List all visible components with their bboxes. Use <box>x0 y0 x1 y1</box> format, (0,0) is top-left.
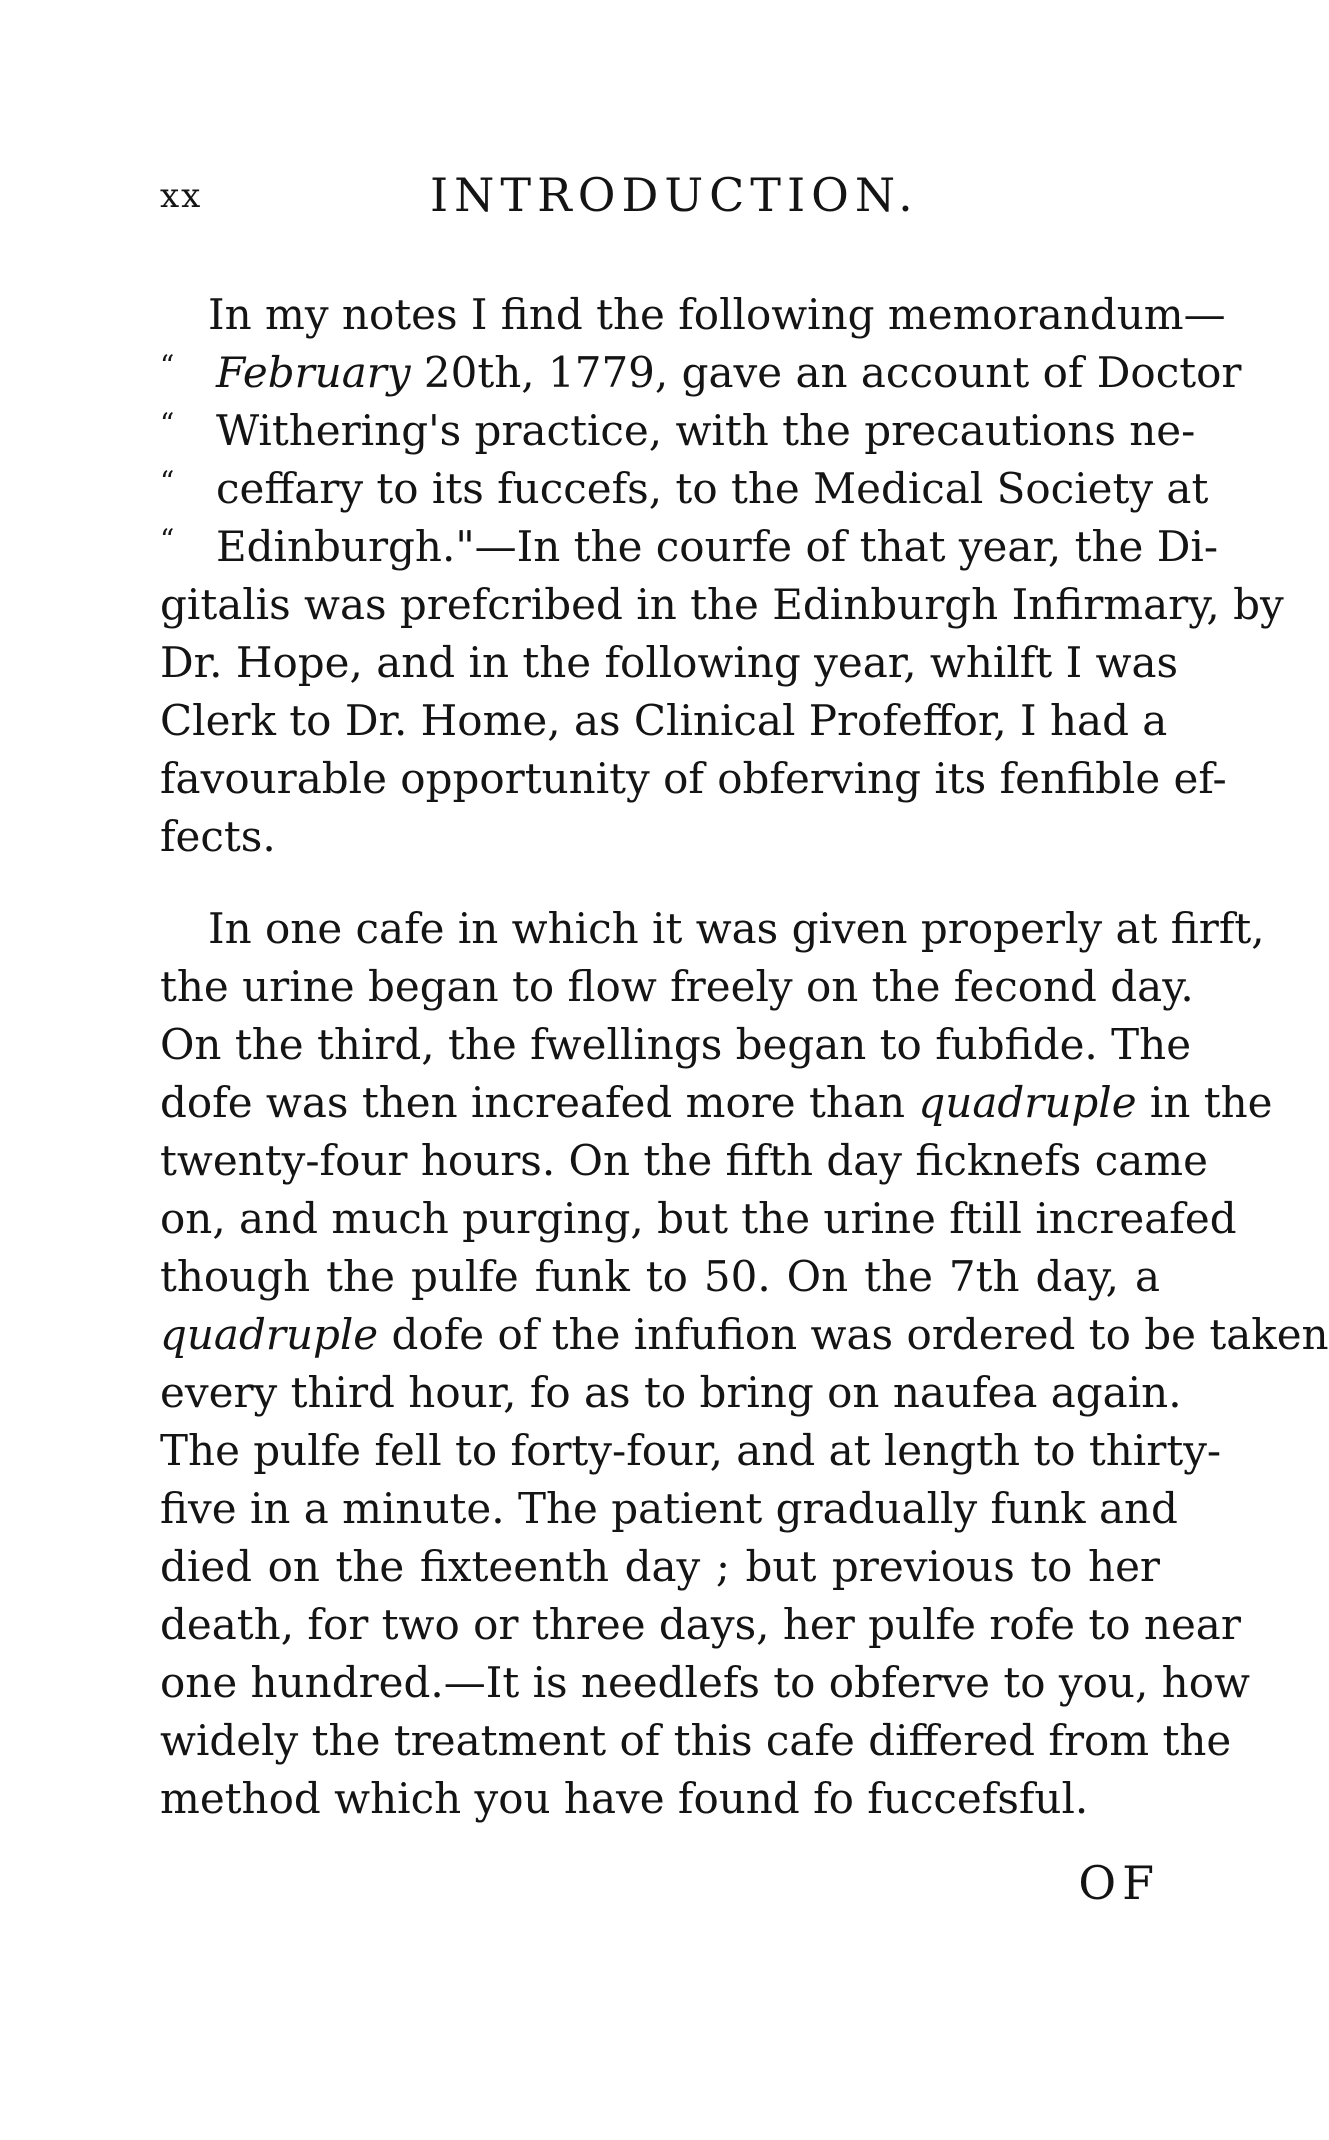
text-line: favourable opportunity of obferving its fenfible ef- <box>160 754 1227 803</box>
page-title: INTRODUCTION. <box>430 168 919 222</box>
page-number: xx <box>160 176 203 216</box>
text-line: widely the treatment of this cafe differed from the <box>160 1716 1232 1765</box>
text-line <box>160 1306 1329 1364</box>
text-fragment: in the <box>1149 1078 1273 1127</box>
text-line: On the third, the fwellings began to fubfide. The <box>160 1020 1192 1069</box>
text-line: The pulfe fell to forty-four, and at length to thirty- <box>160 1426 1222 1475</box>
quote-mark: “ <box>160 465 175 498</box>
text-line: twenty-four hours. On the fifth day ficknefs came <box>160 1136 1208 1185</box>
text-fragment: dofe was then increafed more than <box>160 1078 906 1127</box>
paragraph-case <box>160 900 1329 1828</box>
text-line <box>160 402 1196 460</box>
text-line: Dr. Hope, and in the following year, whilft I was <box>160 638 1179 687</box>
text-line <box>160 460 1209 518</box>
text-line: In my notes I find the following memorandum— <box>208 290 1226 339</box>
running-head <box>160 168 1160 228</box>
text-line: In one cafe in which it was given properly at firft, <box>208 904 1265 953</box>
text-line <box>160 344 1242 402</box>
text-fragment: Edinburgh."—In the courfe of that year, the Di- <box>216 522 1219 571</box>
text-line: though the pulfe funk to 50. On the 7th day, a <box>160 1252 1160 1301</box>
text-line: on, and much purging, but the urine ftill increafed <box>160 1194 1237 1243</box>
text-line: one hundred.—It is needlefs to obferve to you, how <box>160 1658 1250 1707</box>
text-fragment: dofe of the infufion was ordered to be taken <box>391 1310 1329 1359</box>
text-line: fects. <box>160 812 276 861</box>
italic-date: February <box>216 348 411 397</box>
text-line: gitalis was prefcribed in the Edinburgh Infirmary, by <box>160 580 1284 629</box>
text-line: every third hour, fo as to bring on naufea again. <box>160 1368 1182 1417</box>
text-line <box>160 518 1219 576</box>
text-fragment: Withering's practice, with the precautions ne- <box>216 406 1196 455</box>
text-line <box>160 1074 1273 1132</box>
text-line: Clerk to Dr. Home, as Clinical Profeffor, I had a <box>160 696 1168 745</box>
catchword: OF <box>1078 1856 1160 1910</box>
text-fragment: ceffary to its fuccefs, to the Medical Society at <box>216 464 1209 513</box>
italic-word: quadruple <box>160 1310 379 1359</box>
text-line: death, for two or three days, her pulfe rofe to near <box>160 1600 1241 1649</box>
text-line: five in a minute. The patient gradually funk and <box>160 1484 1178 1533</box>
paragraph-memorandum <box>160 286 1284 866</box>
quote-mark: “ <box>160 349 175 382</box>
quote-mark: “ <box>160 523 175 556</box>
italic-word: quadruple <box>918 1078 1137 1127</box>
text-fragment: 20th, 1779, gave an account of Doctor <box>423 348 1242 397</box>
quote-mark: “ <box>160 407 175 440</box>
text-line: method which you have found fo fuccefsful. <box>160 1774 1089 1823</box>
text-line: died on the fixteenth day ; but previous to her <box>160 1542 1160 1591</box>
text-line: the urine began to flow freely on the fecond day. <box>160 962 1194 1011</box>
